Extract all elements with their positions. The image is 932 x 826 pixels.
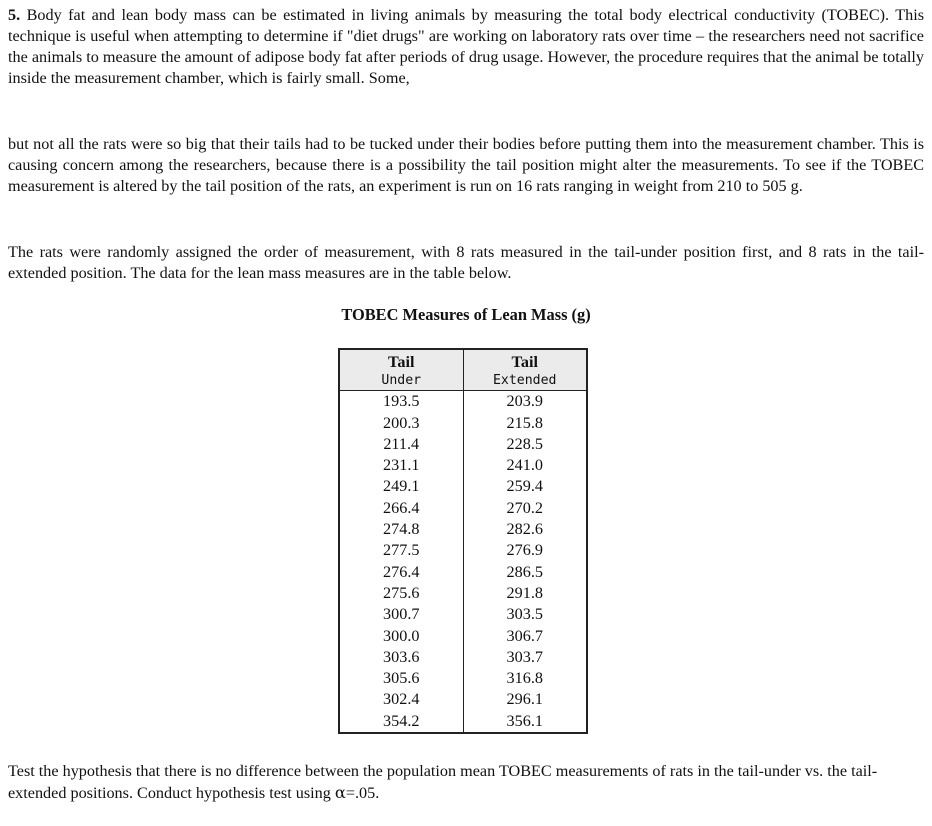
- tail-under-column: [340, 350, 464, 732]
- table-cell: 215.8: [506, 413, 543, 432]
- table-cell: 259.4: [506, 477, 543, 496]
- table-cell: 303.7: [506, 647, 543, 666]
- table-cell: 276.4: [383, 562, 420, 581]
- table-cell: 356.1: [506, 711, 543, 730]
- tail-extended-values: [464, 391, 587, 732]
- table-cell: 306.7: [506, 626, 543, 645]
- table-cell: 296.1: [506, 690, 543, 709]
- table-cell: 274.8: [383, 520, 420, 539]
- table-cell: 291.8: [506, 583, 543, 602]
- table-cell: 282.6: [506, 520, 543, 539]
- table-cell: 305.6: [383, 669, 420, 688]
- table-cell: 231.1: [383, 456, 420, 475]
- task-text: Test the hypothesis that there is no difference between the population mean TOBEC measurements of rats in the tail-under vs. the tail-extended positions. Conduct hypothesis test using: [8, 762, 878, 802]
- header-top-label: Tail: [388, 353, 415, 371]
- intro-text: Body fat and lean body mass can be estimated in living animals by measuring the total body electrical conductivity (TOBEC). This technique is useful when attempting to determine if "diet drugs" are working on laboratory rats over time – the researchers need not sacrifice the animals to measure the amount of adipose body fat after periods of drug usage. However, the procedure requires that the animal be totally inside the measurement chamber, which is fairly small. Some,: [8, 6, 924, 87]
- table-cell: 228.5: [506, 434, 543, 453]
- table-cell: 275.6: [383, 583, 420, 602]
- table-cell: 266.4: [383, 498, 420, 517]
- question-number: 5.: [8, 6, 21, 24]
- table-cell: 303.5: [506, 605, 543, 624]
- header-bottom-label: Extended: [492, 373, 557, 388]
- table-cell: 249.1: [383, 477, 420, 496]
- table-cell: 276.9: [506, 541, 543, 560]
- table-cell: 211.4: [383, 434, 420, 453]
- tail-extended-header: [464, 350, 587, 391]
- header-top-label: Tail: [511, 353, 538, 371]
- table-cell: 203.9: [506, 392, 543, 411]
- table-cell: 277.5: [383, 541, 420, 560]
- header-bottom-label: Under: [381, 373, 422, 388]
- table-cell: 200.3: [383, 413, 420, 432]
- data-table: [338, 348, 588, 734]
- table-cell: 300.7: [383, 605, 420, 624]
- table-cell: 303.6: [383, 647, 420, 666]
- design-paragraph: The rats were randomly assigned the order of measurement, with 8 rats measured in the tail-under position first, and 8 rats in the tail-extended position. The data for the lean mass measures are in the table below.: [8, 243, 924, 282]
- task-paragraph: [8, 761, 908, 804]
- table-cell: 241.0: [506, 456, 543, 475]
- intro-paragraph: [8, 5, 924, 89]
- table-cell: 316.8: [506, 669, 543, 688]
- tail-under-header: [340, 350, 463, 391]
- alpha-symbol: α: [334, 783, 346, 802]
- table-cell: 300.0: [383, 626, 420, 645]
- tail-under-values: [340, 391, 463, 732]
- alpha-value: =.05.: [345, 784, 380, 802]
- table-cell: 354.2: [383, 711, 420, 730]
- table-cell: 286.5: [506, 562, 543, 581]
- table-cell: 270.2: [506, 498, 543, 517]
- table-cell: 193.5: [383, 392, 420, 411]
- tail-extended-column: [464, 350, 587, 732]
- table-cell: 302.4: [383, 690, 420, 709]
- table-caption: TOBEC Measures of Lean Mass (g): [341, 305, 591, 324]
- context-paragraph: but not all the rats were so big that their tails had to be tucked under their bodies before putting them into the measurement chamber. This is causing concern among the researchers, because there is a possibility the tail position might alter the measurements. To see if the TOBEC measurement is altered by the tail position of the rats, an experiment is run on 16 rats ranging in weight from 210 to 505 g.: [8, 135, 924, 195]
